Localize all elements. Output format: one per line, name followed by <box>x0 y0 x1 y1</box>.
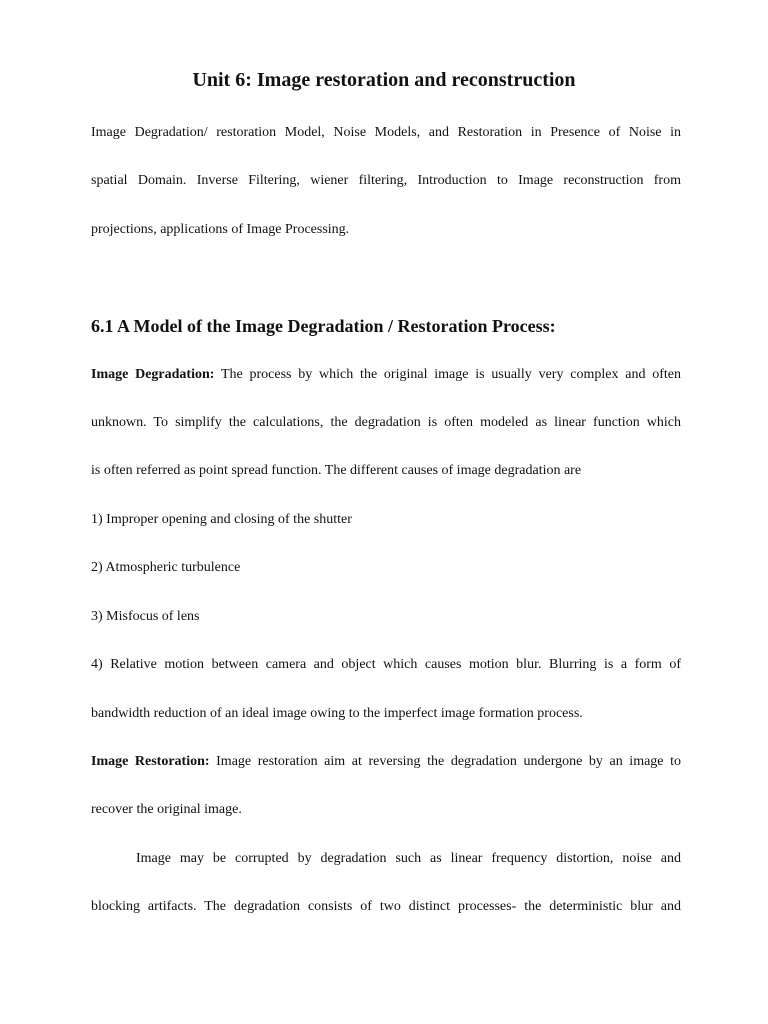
restoration-line-2: recover the original image. <box>91 802 242 817</box>
degradation-line-2: unknown. To simplify the calculations, the degradation is often modeled as linear function which <box>91 415 681 430</box>
section-heading: 6.1 A Model of the Image Degradation / Restoration Process: <box>91 316 556 336</box>
syllabus-line-1: Image Degradation/ restoration Model, Noise Models, and Restoration in Presence of Noise in <box>91 125 681 140</box>
restoration-term: Image Restoration: <box>91 754 210 769</box>
paragraph-line-1: Image may be corrupted by degradation such as linear frequency distortion, noise and <box>136 851 681 866</box>
cause-item-3: 3) Misfocus of lens <box>91 609 200 624</box>
syllabus-line-3: projections, applications of Image Processing. <box>91 222 350 237</box>
cause-item-4-continued: bandwidth reduction of an ideal image owing to the imperfect image formation process. <box>91 706 583 721</box>
page-title: Unit 6: Image restoration and reconstruction <box>192 69 576 91</box>
cause-item-2: 2) Atmospheric turbulence <box>91 560 241 575</box>
syllabus-line-2: spatial Domain. Inverse Filtering, wiener filtering, Introduction to Image reconstruction from <box>91 173 681 188</box>
degradation-line-3: is often referred as point spread function. The different causes of image degradation are <box>91 463 582 478</box>
degradation-term: Image Degradation: <box>91 367 215 382</box>
restoration-line-1 <box>91 753 681 771</box>
restoration-line-1-text: Image restoration aim at reversing the degradation undergone by an image to <box>209 754 681 769</box>
degradation-line-1 <box>91 366 681 384</box>
degradation-line-1-text: The process by which the original image is usually very complex and often <box>214 367 681 382</box>
paragraph-line-2: blocking artifacts. The degradation consists of two distinct processes- the deterministic blur and <box>91 899 681 914</box>
cause-item-1: 1) Improper opening and closing of the shutter <box>91 512 352 527</box>
cause-item-4: 4) Relative motion between camera and object which causes motion blur. Blurring is a form of <box>91 657 681 672</box>
